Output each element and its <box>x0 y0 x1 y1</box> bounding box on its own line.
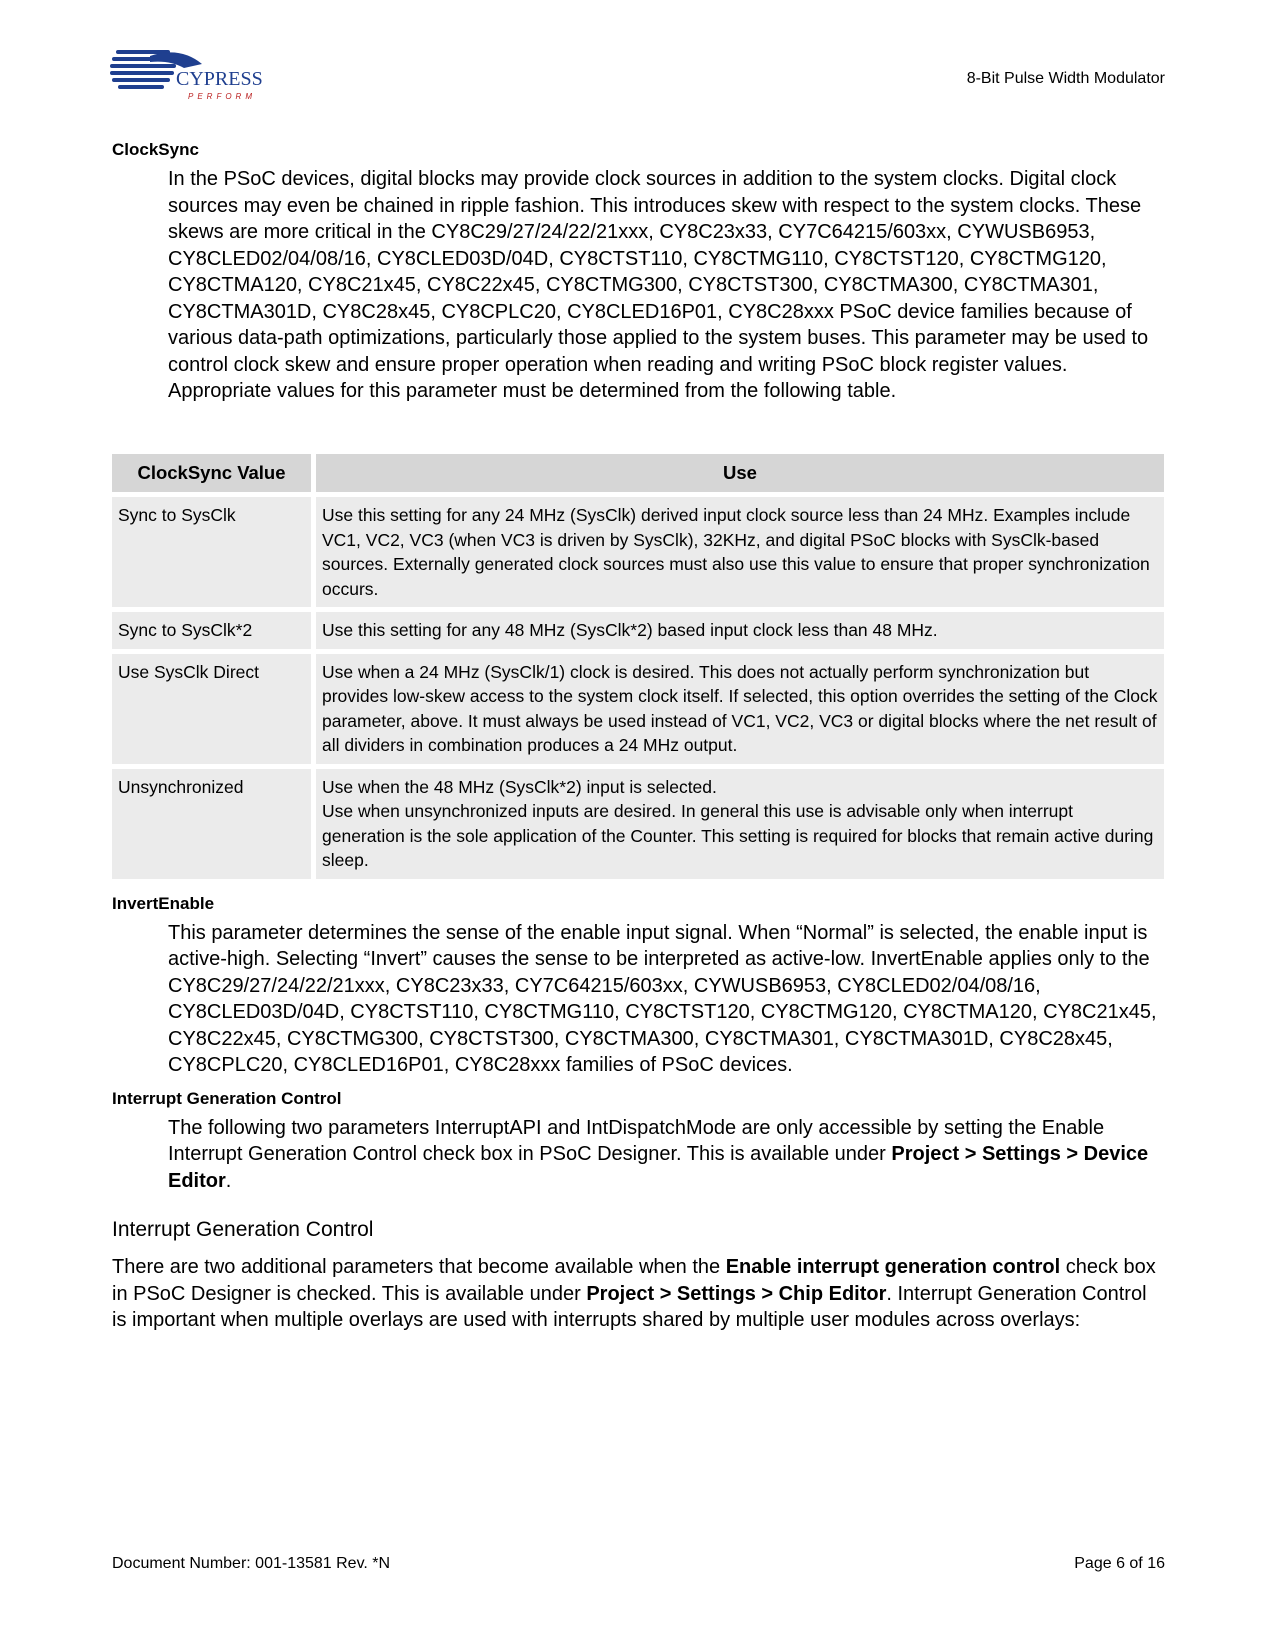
table-cell-value: Unsynchronized <box>112 769 311 879</box>
table-header-row <box>112 454 1164 493</box>
table-cell-use: Use when a 24 MHz (SysClk/1) clock is desired. This does not actually perform synchronization but provides low-skew access to the system clock itself. If selected, this option overrides the setting of the Clock parameter, above. It must always be used instead of VC1, VC2, VC3 or digital blocks where the net result of all dividers in combination produces a 24 MHz output. <box>316 654 1164 764</box>
table-cell-use-line: Use when unsynchronized inputs are desired. In general this use is advisable only when interrupt generation is the sole application of the Counter. This setting is required for blocks that remain active during sleep. <box>322 801 1154 870</box>
table-cell-use: Use this setting for any 24 MHz (SysClk) derived input clock source less than 24 MHz. Examples include VC1, VC2, VC3 (when VC3 is driven by SysClk), 32KHz, and digital PSoC blocks with SysClk-based sources. Externally generated clock sources must also use this value to ensure that proper synchronization occurs. <box>316 497 1164 607</box>
page-content <box>112 140 1164 1334</box>
text-run: check box in PSoC Designer is checked. This is available under <box>112 1256 1156 1305</box>
menu-path: Project > Settings > Chip Editor <box>586 1282 887 1305</box>
table-cell-value: Sync to SysClk <box>112 497 311 607</box>
igc-section-body <box>112 1254 1164 1334</box>
text-run: The following two parameters InterruptAPI and IntDispatchMode are only accessible by setting the Enable Interrupt Generation Control check box in PSoC Designer. This is available under <box>168 1116 1105 1165</box>
page-number: Page 6 of 16 <box>1074 1555 1165 1572</box>
logo-text: CYPRESS <box>176 68 263 90</box>
table-cell-use: Use this setting for any 48 MHz (SysClk*2) based input clock less than 48 MHz. <box>316 612 1164 649</box>
table-header: Use <box>316 454 1164 493</box>
table-row <box>112 612 1164 649</box>
text-run: . Interrupt Generation Control is important when multiple overlays are used with interrupts shared by multiple user modules across overlays: <box>112 1282 1147 1331</box>
igc-param-body <box>168 1115 1164 1195</box>
table-row <box>112 497 1164 607</box>
table-cell-use-line: Use when the 48 MHz (SysClk*2) input is selected. <box>322 776 717 797</box>
menu-path: Project > Settings > Device Editor <box>168 1143 1149 1192</box>
igc-param-title: Interrupt Generation Control <box>112 1088 342 1108</box>
section-heading: Interrupt Generation Control <box>112 1218 374 1241</box>
table-header: ClockSync Value <box>112 454 311 493</box>
clocksync-title: ClockSync <box>112 140 199 159</box>
logo-tagline: PERFORM <box>188 92 256 101</box>
cypress-logo <box>110 42 263 104</box>
table-row <box>112 654 1164 764</box>
text-run: There are two additional parameters that become available when the <box>112 1256 726 1278</box>
text-run: . <box>225 1169 232 1192</box>
table-cell-value: Use SysClk Direct <box>112 654 311 764</box>
clocksync-body: In the PSoC devices, digital blocks may provide clock sources in addition to the system clocks. Digital clock sources may even be chained in ripple fashion. This introduces skew with respect to the system clocks. These skews are more critical in the CY8C29/27/24/22/21xxx, CY8C23x33, CY7C64215/603xx, CYWUSB6953, CY8CLED02/04/08/16, CY8CLED03D/04D, CY8CTST110, CY8CTMG110, CY8CTST120, CY8CTMG120, CY8CTMA120, CY8C21x45, CY8C22x45, CY8CTMG300, CY8CTST300, CY8CTMA300, CY8CTMA301, CY8CTMA301D, CY8C28x45, CY8CPLC20, CY8CLED16P01, CY8C28xxx PSoC device families because of various data-path optimizations, particularly those applied to the system buses. This parameter may be used to control clock skew and ensure proper operation when reading and writing PSoC block register values. Appropriate values for this parameter must be determined from the following table. <box>168 168 1149 402</box>
document-number: Document Number: 001-13581 Rev. *N <box>112 1555 391 1572</box>
table-cell-use <box>316 769 1164 879</box>
checkbox-name: Enable interrupt generation control <box>725 1256 1061 1278</box>
invertenable-body: This parameter determines the sense of the enable input signal. When “Normal” is selected, the enable input is active-high. Selecting “Invert” causes the sense to be interpreted as active-low. InvertEnable applies only to the CY8C29/27/24/22/21xxx, CY8C23x33, CY7C64215/603xx, CYWUSB6953, CY8CLED02/04/08/16, CY8CLED03D/04D, CY8CTST110, CY8CTMG110, CY8CTST120, CY8CTMG120, CY8CTMA120, CY8C21x45, CY8C22x45, CY8CTMG300, CY8CTST300, CY8CTMA300, CY8CTMA301, CY8CTMA301D, CY8C28x45, CY8CPLC20, CY8CLED16P01, CY8C28xxx families of PSoC devices. <box>168 921 1157 1076</box>
clocksync-table <box>107 449 1169 884</box>
invertenable-title: InvertEnable <box>112 893 215 913</box>
table-cell-value: Sync to SysClk*2 <box>112 612 311 649</box>
running-title: 8-Bit Pulse Width Modulator <box>966 70 1165 87</box>
table-row <box>112 769 1164 879</box>
